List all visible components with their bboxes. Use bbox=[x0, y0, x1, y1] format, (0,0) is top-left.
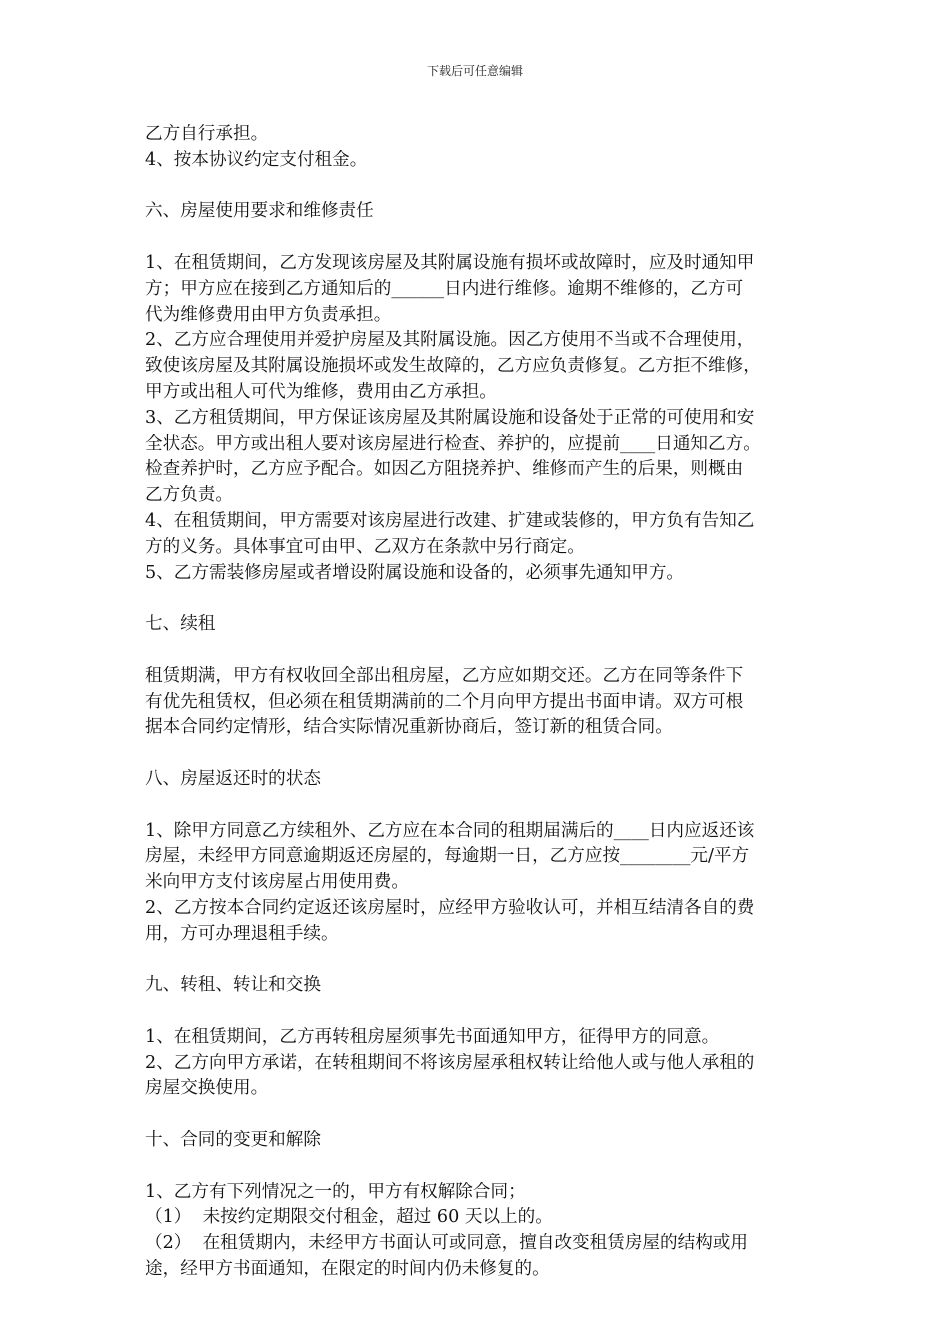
section-heading bbox=[145, 612, 810, 638]
paragraph-line: 1、在租赁期间，乙方发现该房屋及其附属设施有损坏或故障时，应及时通知甲 bbox=[145, 252, 755, 273]
paragraph-line: 租赁期满，甲方有权收回全部出租房屋，乙方应如期交还。乙方在同等条件下 bbox=[145, 665, 744, 686]
section-heading bbox=[145, 973, 810, 999]
header-text: 下载后可任意编辑 bbox=[426, 64, 523, 78]
paragraph-spacer bbox=[145, 948, 810, 974]
paragraph-line: 4、按本协议约定支付租金。 bbox=[145, 149, 368, 170]
paragraph-line: 3、乙方租赁期间，甲方保证该房屋及其附属设施和设备处于正常的可使用和安 bbox=[145, 407, 755, 428]
paragraph-spacer bbox=[145, 999, 810, 1025]
paragraph-line: 检查养护时，乙方应予配合。如因乙方阻挠养护、维修而产生的后果，则概由 bbox=[145, 459, 744, 480]
paragraph-line: 致使该房屋及其附属设施损坏或发生故障的，乙方应负责修复。乙方拒不维修， bbox=[145, 356, 761, 377]
paragraph-line: 米向甲方支付该房屋占用使用费。 bbox=[145, 872, 409, 893]
paragraph-line: 2、乙方向甲方承诺，在转租期间不将该房屋承租权转让给他人或与他人承租的 bbox=[145, 1052, 755, 1073]
paragraph-spacer bbox=[145, 741, 810, 767]
section-heading-text: 七、续租 bbox=[145, 614, 216, 635]
paragraph-line: 用，方可办理退租手续。 bbox=[145, 923, 339, 944]
paragraph-line: 有优先租赁权，但必须在租赁期满前的二个月向甲方提出书面申请。双方可根 bbox=[145, 691, 744, 712]
page-header bbox=[0, 62, 950, 79]
paragraph-line: 1、在租赁期间，乙方再转租房屋须事先书面通知甲方，征得甲方的同意。 bbox=[145, 1026, 720, 1047]
paragraph bbox=[145, 664, 810, 741]
paragraph-line: 1、乙方有下列情况之一的，甲方有权解除合同； bbox=[145, 1181, 526, 1202]
paragraph-line: （2） 在租赁期内，未经甲方书面认可或同意，擅自改变租赁房屋的结构或用 bbox=[145, 1233, 748, 1254]
paragraph bbox=[145, 251, 810, 586]
paragraph-line: （1） 未按约定期限交付租金，超过 60 天以上的。 bbox=[145, 1207, 553, 1228]
paragraph-line: 途，经甲方书面通知，在限定的时间内仍未修复的。 bbox=[145, 1259, 550, 1280]
paragraph-line: 2、乙方按本合同约定返还该房屋时，应经甲方验收认可，并相互结清各自的费 bbox=[145, 897, 755, 918]
paragraph-line: 乙方负责。 bbox=[145, 485, 233, 506]
paragraph bbox=[145, 1025, 810, 1102]
section-heading bbox=[145, 767, 810, 793]
paragraph-line: 代为维修费用由甲方负责承担。 bbox=[145, 304, 392, 325]
paragraph-spacer bbox=[145, 225, 810, 251]
paragraph-line: 全状态。甲方或出租人要对该房屋进行检查、养护的，应提前____日通知乙方。 bbox=[145, 433, 761, 454]
paragraph bbox=[145, 122, 810, 174]
section-heading-text: 十、合同的变更和解除 bbox=[145, 1130, 321, 1151]
paragraph-line: 房屋，未经甲方同意逾期返还房屋的，每逾期一日，乙方应按________元/平方 bbox=[145, 846, 750, 867]
paragraph-line: 乙方自行承担。 bbox=[145, 124, 269, 144]
paragraph-spacer bbox=[145, 174, 810, 200]
paragraph bbox=[145, 819, 810, 948]
section-heading bbox=[145, 199, 810, 225]
section-heading-text: 六、房屋使用要求和维修责任 bbox=[145, 201, 374, 222]
paragraph-spacer bbox=[145, 638, 810, 664]
paragraph bbox=[145, 1180, 810, 1283]
paragraph-line: 甲方或出租人可代为维修，费用由乙方承担。 bbox=[145, 381, 497, 402]
paragraph-line: 5、乙方需装修房屋或者增设附属设施和设备的，必须事先通知甲方。 bbox=[145, 562, 685, 583]
paragraph-spacer bbox=[145, 586, 810, 612]
paragraph-line: 1、除甲方同意乙方续租外、乙方应在本合同的租期届满后的____日内应返还该 bbox=[145, 820, 755, 841]
paragraph-line: 方；甲方应在接到乙方通知后的______日内进行维修。逾期不维修的，乙方可 bbox=[145, 278, 744, 299]
paragraph-line: 方的义务。具体事宜可由甲、乙双方在条款中另行商定。 bbox=[145, 536, 585, 557]
paragraph-line: 2、乙方应合理使用并爱护房屋及其附属设施。因乙方使用不当或不合理使用， bbox=[145, 330, 755, 351]
paragraph-line: 4、在租赁期间，甲方需要对该房屋进行改建、扩建或装修的，甲方负有告知乙 bbox=[145, 510, 755, 531]
paragraph-spacer bbox=[145, 1154, 810, 1180]
section-heading-text: 八、房屋返还时的状态 bbox=[145, 768, 321, 789]
section-heading-text: 九、转租、转让和交换 bbox=[145, 975, 321, 996]
paragraph-line: 房屋交换使用。 bbox=[145, 1078, 269, 1099]
section-heading bbox=[145, 1128, 810, 1154]
paragraph-line: 据本合同约定情形，结合实际情况重新协商后，签订新的租赁合同。 bbox=[145, 717, 673, 738]
document-body bbox=[145, 122, 810, 1283]
paragraph-spacer bbox=[145, 1102, 810, 1128]
paragraph-spacer bbox=[145, 793, 810, 819]
